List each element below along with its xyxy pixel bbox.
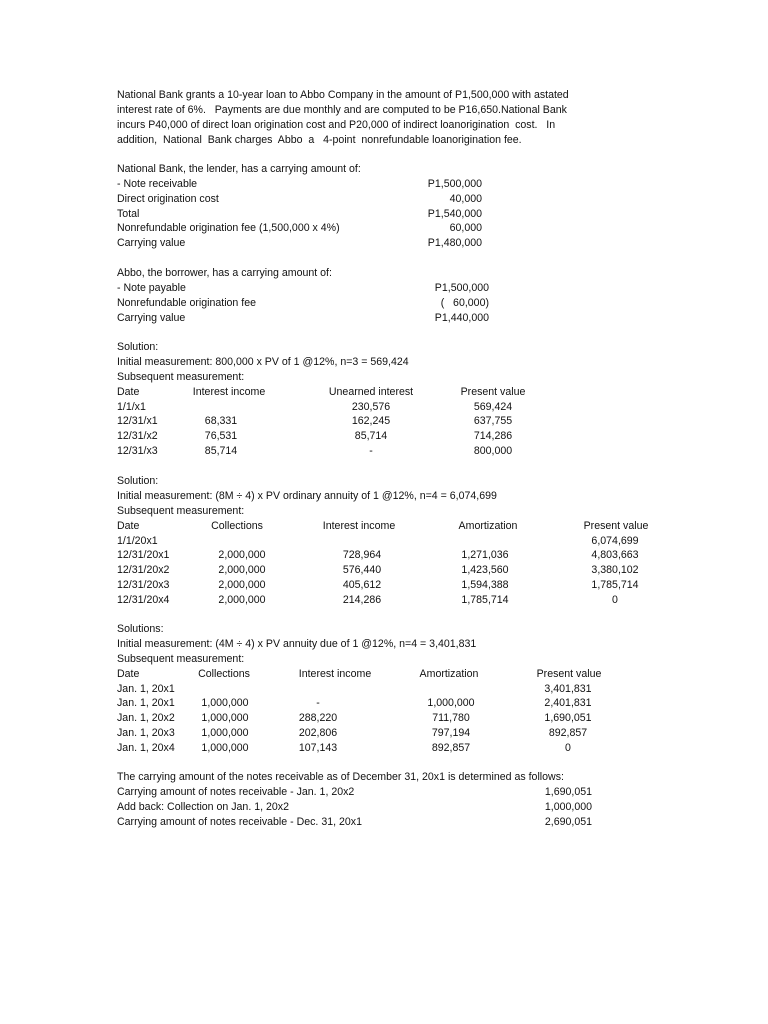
- table-cell: Jan. 1, 20x2: [117, 712, 175, 725]
- table-cell: 68,331: [204, 415, 238, 428]
- table-cell: Jan. 1, 20x1: [117, 682, 175, 695]
- table-header: Unearned interest: [328, 385, 414, 398]
- line-item-label: Direct origination cost: [117, 192, 219, 205]
- intro-line: National Bank grants a 10-year loan to Abbo Company in the amount of P1,500,000 with astated: [117, 88, 569, 101]
- table-cell: 0: [612, 593, 618, 606]
- table-cell: 85,714: [354, 430, 388, 443]
- table-cell: Jan. 1, 20x4: [117, 741, 175, 754]
- table-cell: 214,286: [342, 593, 382, 606]
- table-cell: 2,000,000: [218, 578, 266, 591]
- initial-measurement: Initial measurement: 800,000 x PV of 1 @12%, n=3 = 569,424: [117, 355, 409, 368]
- table-cell: 1,000,000: [201, 726, 249, 739]
- line-item-label: Carrying value: [117, 311, 186, 324]
- table-header: Date: [117, 667, 140, 680]
- table-cell: -: [369, 444, 373, 457]
- table-header: Collections: [198, 667, 250, 680]
- table-cell: 230,576: [351, 400, 391, 413]
- line-item-label: Nonrefundable origination fee (1,500,000 x 4%): [117, 221, 340, 234]
- table-header: Amortization: [419, 667, 479, 680]
- subsequent-measurement: Subsequent measurement:: [117, 504, 245, 517]
- line-item-value: P1,440,000: [434, 311, 489, 324]
- table-cell: 1,000,000: [201, 712, 249, 725]
- line-item-value: P1,500,000: [427, 177, 482, 190]
- table-cell: 728,964: [342, 549, 382, 562]
- table-cell: Jan. 1, 20x3: [117, 726, 175, 739]
- table-cell: 1,271,036: [461, 549, 509, 562]
- table-cell: 12/31/x3: [117, 444, 158, 457]
- table-cell: 1/1/20x1: [117, 534, 158, 547]
- table-cell: 714,286: [473, 430, 513, 443]
- table-cell: 0: [565, 741, 571, 754]
- table-header: Present value: [583, 519, 649, 532]
- table-cell: 569,424: [473, 400, 513, 413]
- table-cell: 12/31/x1: [117, 415, 158, 428]
- table-cell: 1/1/x1: [117, 400, 146, 413]
- table-cell: 3,401,831: [544, 682, 592, 695]
- line-item-value: P1,500,000: [434, 281, 489, 294]
- table-header: Date: [117, 519, 140, 532]
- line-item-value: P1,540,000: [427, 207, 482, 220]
- table-header: Present value: [536, 667, 602, 680]
- table-cell: 12/31/20x2: [117, 564, 170, 577]
- table-header: Interest income: [298, 667, 372, 680]
- line-item-value: 1,000,000: [544, 800, 592, 813]
- table-cell: 405,612: [342, 578, 382, 591]
- line-item-label: Carrying amount of notes receivable - Dec. 31, 20x1: [117, 815, 362, 828]
- table-cell: 2,000,000: [218, 564, 266, 577]
- table-cell: Jan. 1, 20x1: [117, 697, 175, 710]
- table-header: Amortization: [458, 519, 518, 532]
- table-header: Present value: [460, 385, 526, 398]
- table-cell: 800,000: [473, 444, 513, 457]
- table-header: Interest income: [192, 385, 266, 398]
- table-cell: 892,857: [548, 726, 588, 739]
- line-item-value: P1,480,000: [427, 236, 482, 249]
- line-item-label: Nonrefundable origination fee: [117, 296, 256, 309]
- table-cell: 202,806: [298, 726, 338, 739]
- solution-title: Solution:: [117, 474, 159, 487]
- solution-title: Solutions:: [117, 622, 164, 635]
- table-cell: 1,690,051: [544, 712, 592, 725]
- intro-line: addition, National Bank charges Abbo a 4-point nonrefundable loanorigination fee.: [117, 133, 522, 146]
- line-item-label: Add back: Collection on Jan. 1, 20x2: [117, 800, 289, 813]
- table-cell: 107,143: [298, 741, 338, 754]
- table-cell: 1,785,714: [591, 578, 639, 591]
- table-cell: 288,220: [298, 712, 338, 725]
- line-item-value: 40,000: [449, 192, 482, 205]
- table-cell: 1,785,714: [461, 593, 509, 606]
- line-item-label: - Note receivable: [117, 177, 198, 190]
- line-item-value: 60,000: [449, 221, 482, 234]
- line-item-label: Carrying value: [117, 236, 186, 249]
- table-cell: 85,714: [204, 444, 238, 457]
- initial-measurement: Initial measurement: (4M ÷ 4) x PV annuity due of 1 @12%, n=4 = 3,401,831: [117, 637, 477, 650]
- table-cell: 637,755: [473, 415, 513, 428]
- line-item-label: Carrying amount of notes receivable - Jan. 1, 20x2: [117, 785, 355, 798]
- table-cell: 12/31/20x1: [117, 549, 170, 562]
- solution-title: Solution:: [117, 340, 159, 353]
- table-header: Collections: [211, 519, 263, 532]
- line-item-label: - Note payable: [117, 281, 186, 294]
- table-cell: 1,000,000: [427, 697, 475, 710]
- table-cell: 6,074,699: [591, 534, 639, 547]
- table-header: Interest income: [322, 519, 396, 532]
- initial-measurement: Initial measurement: (8M ÷ 4) x PV ordinary annuity of 1 @12%, n=4 = 6,074,699: [117, 489, 497, 502]
- table-cell: 76,531: [204, 430, 238, 443]
- table-cell: 797,194: [431, 726, 471, 739]
- section-heading: Abbo, the borrower, has a carrying amount of:: [117, 266, 332, 279]
- table-cell: 12/31/20x4: [117, 593, 170, 606]
- line-item-value: ( 60,000): [440, 296, 489, 309]
- table-cell: 1,594,388: [461, 578, 509, 591]
- table-cell: 1,423,560: [461, 564, 509, 577]
- table-cell: 2,000,000: [218, 593, 266, 606]
- table-cell: 12/31/x2: [117, 430, 158, 443]
- section-heading: The carrying amount of the notes receivable as of December 31, 20x1 is determined as follows:: [117, 770, 564, 783]
- table-cell: 711,780: [432, 712, 470, 725]
- table-cell: 162,245: [351, 415, 391, 428]
- subsequent-measurement: Subsequent measurement:: [117, 652, 245, 665]
- line-item-label: Total: [117, 207, 140, 220]
- table-cell: 892,857: [431, 741, 471, 754]
- table-header: Date: [117, 385, 140, 398]
- table-cell: 2,000,000: [218, 549, 266, 562]
- table-cell: 2,401,831: [544, 697, 592, 710]
- table-cell: 1,000,000: [201, 741, 249, 754]
- table-cell: 3,380,102: [591, 564, 639, 577]
- line-item-value: 2,690,051: [544, 815, 592, 828]
- table-cell: 12/31/20x3: [117, 578, 170, 591]
- section-heading: National Bank, the lender, has a carrying amount of:: [117, 162, 361, 175]
- intro-line: interest rate of 6%. Payments are due monthly and are computed to be P16,650.National Bank: [117, 103, 567, 116]
- line-item-value: 1,690,051: [544, 785, 592, 798]
- intro-line: incurs P40,000 of direct loan origination cost and P20,000 of indirect loanorigination cost. In: [117, 118, 556, 131]
- table-cell: 1,000,000: [201, 697, 249, 710]
- table-cell: 576,440: [342, 564, 382, 577]
- table-cell: 4,803,663: [591, 549, 639, 562]
- table-cell: -: [316, 697, 320, 710]
- subsequent-measurement: Subsequent measurement:: [117, 370, 245, 383]
